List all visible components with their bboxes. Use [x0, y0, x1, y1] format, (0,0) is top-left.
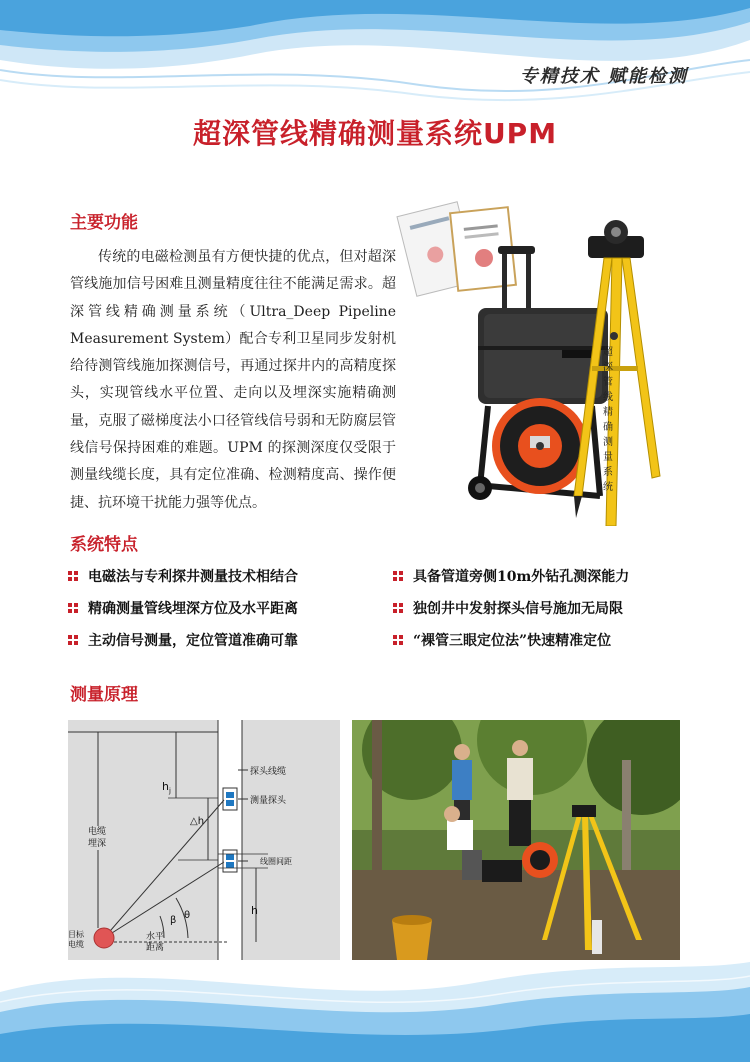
diagram-label-theta: θ	[184, 910, 191, 921]
header-slogan: 专精技术 赋能检测	[519, 66, 688, 87]
features-heading: 系统特点	[70, 535, 138, 555]
feature-item: 独创井中发射探头信号施加无局限	[393, 598, 623, 618]
diagram-label-beta: β	[170, 915, 177, 926]
diagram-label-horizontal-distance: 水平 距离	[146, 932, 165, 953]
diagram-label-coil-spacing: 线圈间距	[260, 857, 292, 866]
top-wave-decoration	[0, 0, 750, 110]
diagram-label-hj: $h_j$	[162, 780, 171, 796]
bullet-icon	[393, 635, 403, 645]
bullet-icon	[68, 571, 78, 581]
diagram-label-probe: 测量探头	[250, 796, 287, 806]
feature-item: 主动信号测量，定位管道准确可靠	[68, 630, 298, 650]
diagram-label-delta-h: △h	[190, 816, 205, 827]
diagram-label-target-cable: 目标 电缆	[68, 930, 84, 949]
feature-item: 电磁法与专利探井测量技术相结合	[68, 566, 298, 586]
principle-diagram	[68, 720, 340, 960]
bullet-icon	[68, 603, 78, 613]
page-title: 超深管线精确测量系统UPM	[192, 117, 558, 150]
diagram-label-h: h	[251, 904, 258, 917]
product-photo	[392, 196, 662, 526]
main-function-heading: 主要功能	[70, 213, 138, 233]
bullet-icon	[68, 635, 78, 645]
diagram-label-probe-cable: 探头线缆	[250, 767, 287, 777]
bullet-icon	[393, 603, 403, 613]
bottom-wave-decoration	[0, 942, 750, 1062]
main-function-paragraph: 传统的电磁检测虽有方便快捷的优点，但对超深管线施加信号困难且测量精度往往不能满足需求。超深管线精确测量系统（Ultra_Deep Pipeline Measurement System）配合专利卫星同步发射机给待测管线施加探测信号，再通过探井内的高精度探头，实现管线水平位置、走向以及埋深实施精确测量，克服了磁梯度法小口径管线信号弱和无防腐层管线信号保持困难的难题。UPM 的探测深度仅受限于测量线缆长度，具有定位准确、检测精度高、操作便捷、抗环境干扰能力强等优点。	[70, 249, 396, 511]
bullet-icon	[393, 571, 403, 581]
feature-item: 具备管道旁侧10m外钻孔测深能力	[393, 566, 629, 586]
feature-item: 精确测量管线埋深方位及水平距离	[68, 598, 298, 618]
tripod-label: 超深管线精确测量系统	[603, 347, 613, 493]
principle-heading: 测量原理	[70, 685, 138, 705]
diagram-label-cable-depth: 电缆 埋深	[88, 827, 107, 849]
field-photo	[352, 720, 680, 960]
feature-item: “裸管三眼定位法”快速精准定位	[393, 630, 611, 650]
